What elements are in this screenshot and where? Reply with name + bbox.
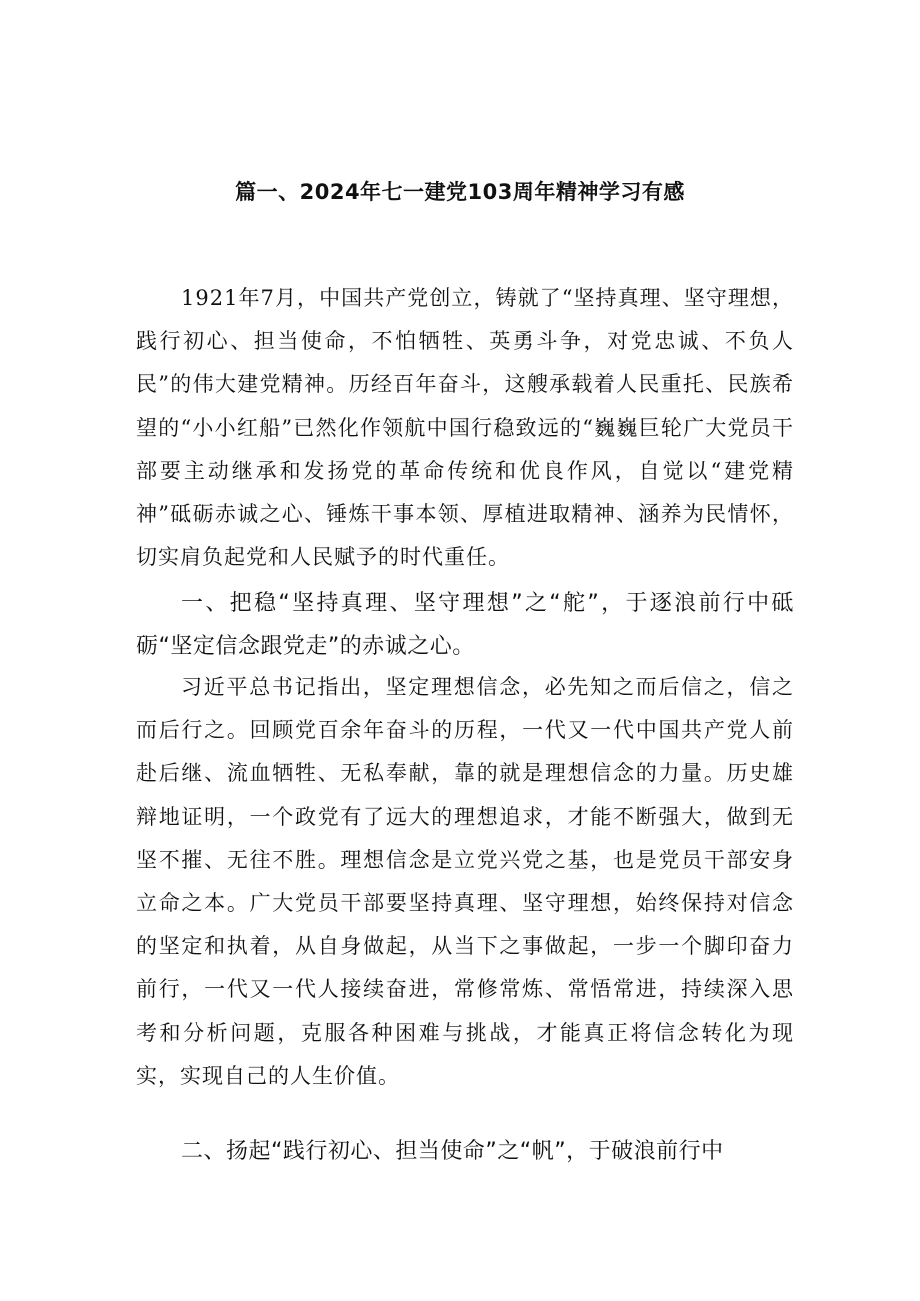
section-heading-1: 一、把稳“坚持真理、坚守理想”之“舵”，于逐浪前行中砥砺“坚定信念跟党走”的赤诚之心。 — [136, 591, 794, 659]
section-heading-2: 二、扬起“践行初心、担当使命”之“帆”，于破浪前行中 — [181, 1139, 724, 1164]
intro-paragraph: 1921年7月，中国共产党创立，铸就了“坚持真理、坚守理想，践行初心、担当使命，不怕牺牲、英勇斗争，对党忠诚、不负人民”的伟大建党精神。历经百年奋斗，这艘承载着人民重托、民族希望的“小小红船”已然化作领航中国行稳致远的“巍巍巨轮广大党员干部要主动继承和发扬党的革命传统和优良作风，自觉以“建党精神”砥砺赤诚之心、锤炼干事本领、厚植进取精神、涵养为民情怀，切实肩负起党和人民赋予的时代重任。 — [136, 286, 794, 570]
section-1-paragraph: 习近平总书记指出，坚定理想信念，必先知之而后信之，信之而后行之。回顾党百余年奋斗的历程，一代又一代中国共产党人前赴后继、流血牺牲、无私奉献，靠的就是理想信念的力量。历史雄辩地证明，一个政党有了远大的理想追求，才能不断强大，做到无坚不摧、无往不胜。理想信念是立党兴党之基，也是党员干部安身立命之本。广大党员干部要坚持真理、坚守理想，始终保持对信念的坚定和执着，从自身做起，从当下之事做起，一步一个脚印奋力前行，一代又一代人接续奋进，常修常炼、常悟常进，持续深入思考和分析问题，克服各种困难与挑战，才能真正将信念转化为现实，实现自己的人生价值。 — [136, 675, 794, 1088]
document-title: 篇一、2024年七一建党103周年精神学习有感 — [235, 180, 685, 204]
